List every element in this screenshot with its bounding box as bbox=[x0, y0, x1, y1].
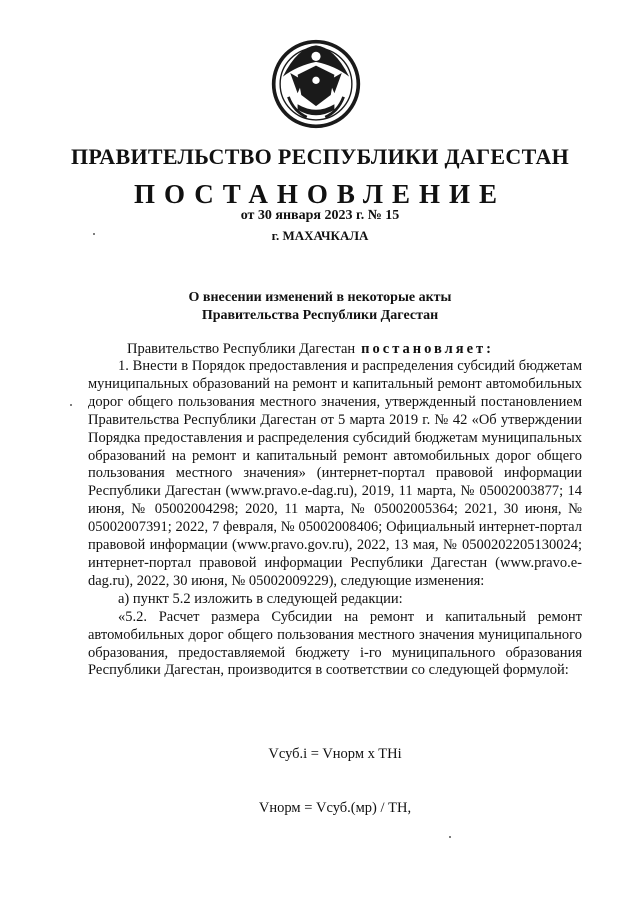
subject-line-1: О внесении изменений в некоторые акты bbox=[188, 290, 452, 305]
formula-1: Vсуб.i = Vнорм x THi bbox=[268, 746, 402, 762]
scan-speck bbox=[70, 404, 72, 406]
document-date-number: от 30 января 2023 г. № 15 bbox=[240, 208, 400, 223]
scan-speck bbox=[449, 836, 451, 838]
paragraph-3: «5.2. Расчет размера Субсидии на ремонт и капитальный ремонт автомобильных дорог общего пользования местного значения муниципального образования, предоставляемой бюджету i-го муниципального образования Республики Дагестан, производится в соответствии со следующей формулой: bbox=[88, 608, 582, 679]
intro-text: Правительство Республики Дагестан bbox=[127, 341, 356, 357]
intro-line bbox=[127, 341, 494, 358]
paragraph-2: а) пункт 5.2 изложить в следующей редакции: bbox=[118, 590, 403, 607]
intro-verb: постановляет: bbox=[361, 341, 495, 357]
subject-line-2: Правительства Республики Дагестан bbox=[201, 308, 439, 323]
coat-of-arms-emblem bbox=[270, 38, 362, 130]
document-body bbox=[88, 358, 582, 680]
government-title: ПРАВИТЕЛЬСТВО РЕСПУБЛИКИ ДАГЕСТАН bbox=[70, 144, 570, 169]
document-type-title: ПОСТАНОВЛЕНИЕ bbox=[133, 179, 507, 209]
paragraph-1: 1. Внести в Порядок предоставления и распределения субсидий бюджетам муниципальных образований на ремонт и капитальный ремонт автомобильных дорог общего пользования местного значения, утвержденный постановлением Правительства Республики Дагестан от 5 марта 2019 г. № 42 «Об утверждении Порядка предоставления и распределения субсидий бюджетам муниципальных образований на ремонт и капитальный ремонт автомобильных дорог общего пользования местного значения» (интернет-портал правовой информации Республики Дагестан (www.pravo.e-dag.ru), 2019, 11 марта, № 05002003877; 14 июня, № 05002004298; 2020, 11 марта, № 05002005364; 2021, 30 июня, № 05002007391; 2022, 7 февраля, № 05002008406; Официальный интернет-портал правовой информации (www.pravo.gov.ru), 2022, 13 мая, № 0500202205130024; интернет-портал правовой информации Республики Дагестан (www.pravo.e-dag.ru), 2022, 30 июня, № 05002009229), следующие изменения: bbox=[88, 358, 582, 589]
formula-2: Vнорм = Vсуб.(мр) / TH, bbox=[258, 800, 412, 816]
scan-speck bbox=[93, 233, 95, 235]
document-city: г. МАХАЧКАЛА bbox=[271, 228, 369, 243]
document-subject bbox=[0, 289, 640, 325]
